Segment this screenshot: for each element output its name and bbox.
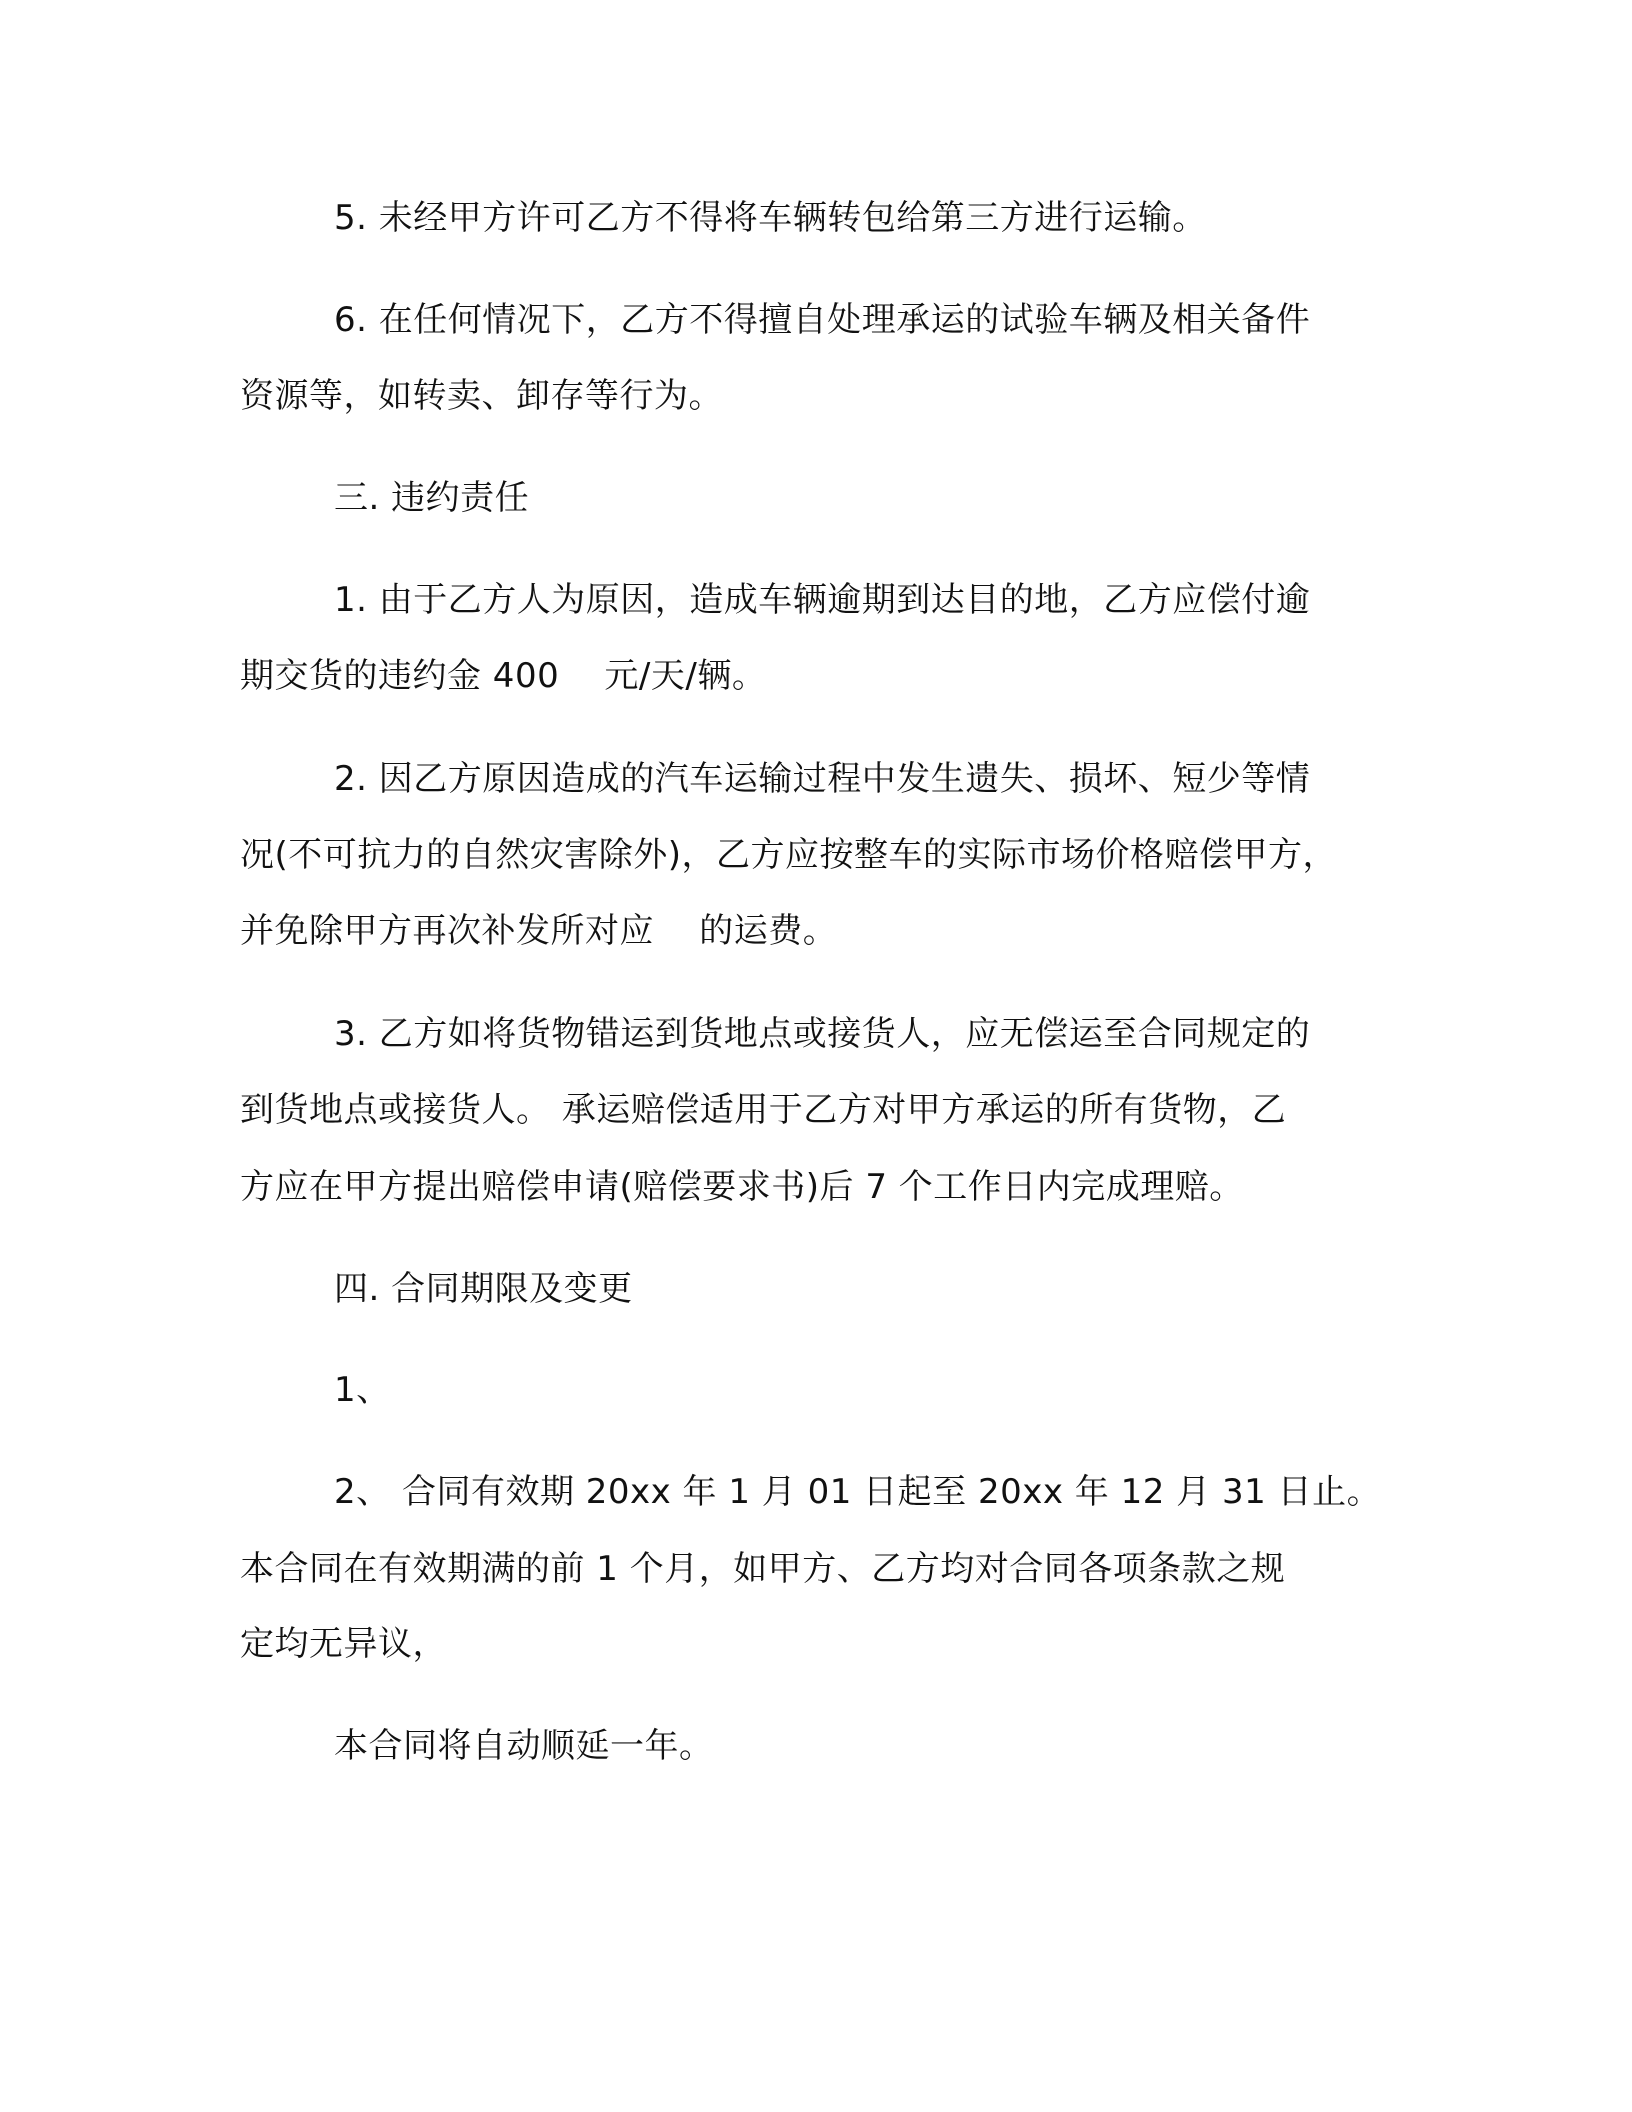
term-2-line-3: 定均无异议， — [240, 1624, 447, 1664]
penalty-1-line-1: 1. 由于乙方人为原因，造成车辆逾期到达目的地，乙方应偿付逾 — [334, 580, 1311, 620]
term-2-line-2: 本合同在有效期满的前 1 个月，如甲方、乙方均对合同各项条款之规 — [240, 1549, 1286, 1589]
section-4-heading: 四. 合同期限及变更 — [334, 1269, 633, 1309]
penalty-2-line-1: 2. 因乙方原因造成的汽车运输过程中发生遗失、损坏、短少等情 — [334, 759, 1311, 799]
penalty-1-line-2: 期交货的违约金 400 元/天/辆。 — [240, 656, 767, 696]
term-2-line-1: 2、 合同有效期 20xx 年 1 月 01 日起至 20xx 年 12 月 31 日止。 — [334, 1472, 1382, 1512]
clause-5-line: 5. 未经甲方许可乙方不得将车辆转包给第三方进行运输。 — [334, 198, 1207, 238]
section-3-heading: 三. 违约责任 — [334, 478, 530, 518]
clause-6-line-2: 资源等，如转卖、卸存等行为。 — [240, 376, 723, 416]
penalty-3-line-1: 3. 乙方如将货物错运到货地点或接货人，应无偿运至合同规定的 — [334, 1014, 1311, 1054]
term-1-line: 1、 — [334, 1370, 391, 1410]
penalty-3-line-2: 到货地点或接货人。 承运赔偿适用于乙方对甲方承运的所有货物，乙 — [240, 1090, 1287, 1130]
clause-6-line-1: 6. 在任何情况下，乙方不得擅自处理承运的试验车辆及相关备件 — [334, 300, 1311, 340]
penalty-3-line-3: 方应在甲方提出赔偿申请(赔偿要求书)后 7 个工作日内完成理赔。 — [240, 1167, 1244, 1207]
penalty-2-line-2: 况(不可抗力的自然灾害除外)，乙方应按整车的实际市场价格赔偿甲方， — [240, 835, 1338, 875]
penalty-2-line-3: 并免除甲方再次补发所对应 的运费。 — [240, 911, 838, 951]
auto-renewal-line: 本合同将自动顺延一年。 — [334, 1726, 714, 1766]
